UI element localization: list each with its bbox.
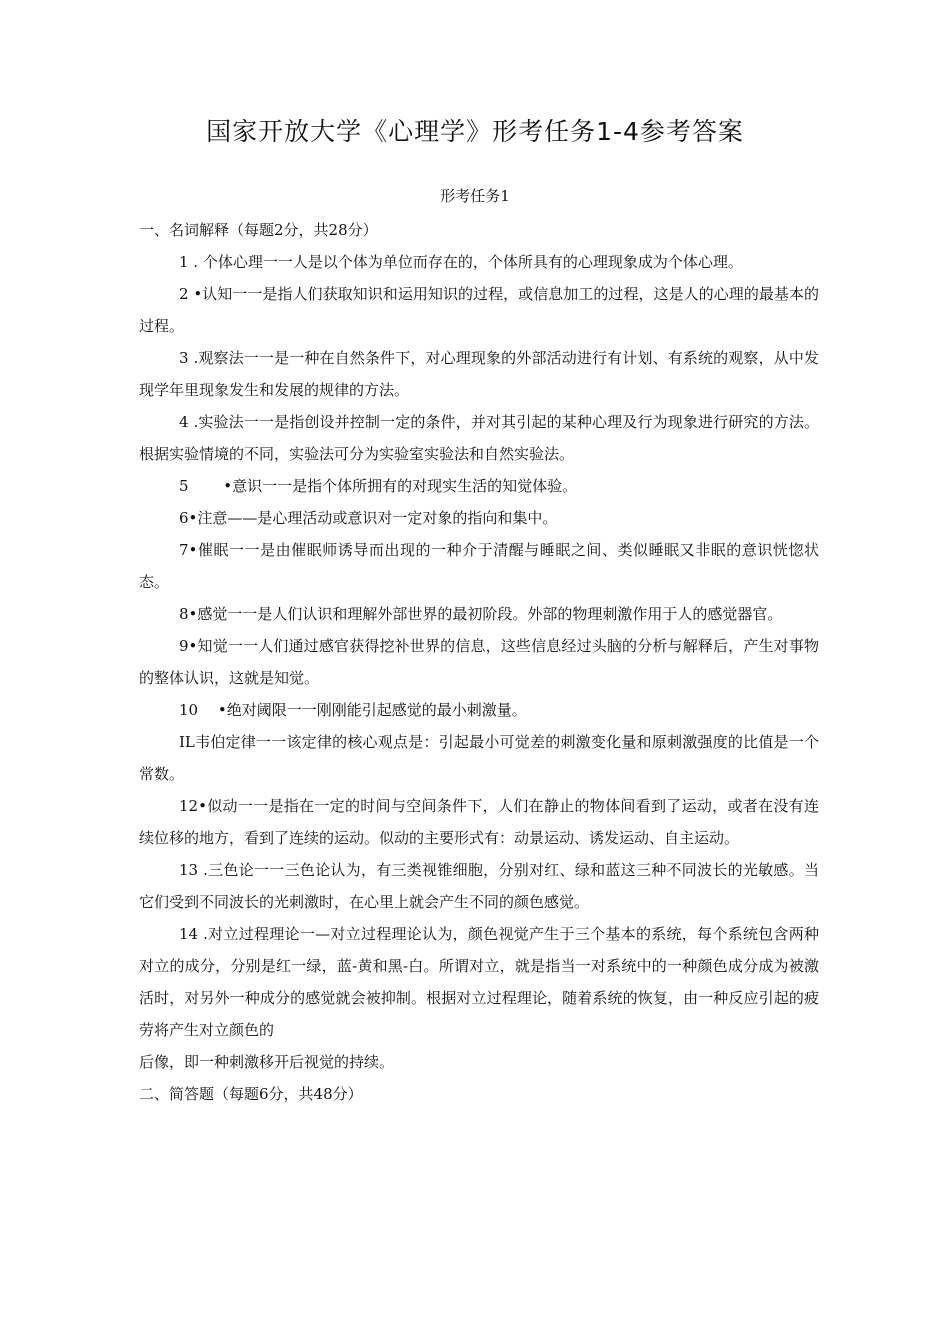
term-item-5: 5 •意识一一是指个体所拥有的对现实生活的知觉体验。	[179, 477, 578, 495]
task-heading: 形考任务1	[440, 187, 510, 205]
document-body	[139, 214, 819, 1110]
term-item-9: 9•知觉一一人们通过感官获得挖补世界的信息，这些信息经过头脑的分析与解释后，产生对事物的整体认识，这就是知觉。	[139, 637, 819, 687]
document-title: 国家开放大学《心理学》形考任务1-4参考答案	[206, 117, 744, 146]
term-item-14-tail: 后像，即一种刺激移开后视觉的持续。	[139, 1053, 395, 1071]
term-item-14: 14 .对立过程理论一—对立过程理论认为，颜色视觉产生于三个基本的系统，每个系统包含两种对立的成分，分别是红一绿，蓝-黄和黑-白。所谓对立，就是指当一对系统中的一种颜色成分成为被激活时，对另外一种成分的感觉就会被抑制。根据对立过程理论，随着系统的恢复，由一种反应引起的疲劳将产生对立颜色的	[139, 925, 819, 1039]
term-item-8: 8•感觉一一是人们认识和理解外部世界的最初阶段。外部的物理刺激作用于人的感觉器官。	[179, 605, 783, 623]
term-item-12: 12•似动一一是指在一定的时间与空间条件下，人们在静止的物体间看到了运动，或者在没有连续位移的地方，看到了连续的运动。似动的主要形式有：动景运动、诱发运动、自主运动。	[139, 797, 819, 847]
term-item-6: 6•注意——是心理活动或意识对一定对象的指向和集中。	[179, 509, 558, 527]
term-item-4: 4 .实验法一一是指创设并控制一定的条件，并对其引起的某种心理及行为现象进行研究的方法。根据实验情境的不同，实验法可分为实验室实验法和自然实验法。	[139, 413, 819, 463]
term-item-10: 10 •绝对阈限一一刚刚能引起感觉的最小刺激量。	[179, 701, 527, 719]
term-item-1: 1 . 个体心理一一人是以个体为单位而存在的，个体所具有的心理现象成为个体心理。	[179, 253, 743, 271]
term-item-2: 2 •认知一一是指人们获取知识和运用知识的过程，或信息加工的过程，这是人的心理的最基本的过程。	[139, 285, 819, 335]
term-item-3: 3 .观察法一一是一种在自然条件下，对心理现象的外部活动进行有计划、有系统的观察，从中发现学年里现象发生和发展的规律的方法。	[139, 349, 819, 399]
section-heading-terms: 一、名词解释（每题2分，共28分）	[139, 221, 378, 239]
term-item-11: IL韦伯定律一一该定律的核心观点是：引起最小可觉差的刺激变化量和原刺激强度的比值是一个常数。	[139, 733, 819, 783]
term-item-7: 7•催眠一一是由催眠师诱导而出现的一种介于清醒与睡眠之间、类似睡眠又非眠的意识恍惚状态。	[139, 541, 819, 591]
term-item-13: 13 .三色论一一三色论认为，有三类视锥细胞，分别对红、绿和蓝这三种不同波长的光敏感。当它们受到不同波长的光刺激时，在心里上就会产生不同的颜色感觉。	[139, 861, 819, 911]
section-heading-short-answer: 二、简答题（每题6分，共48分）	[139, 1085, 363, 1103]
